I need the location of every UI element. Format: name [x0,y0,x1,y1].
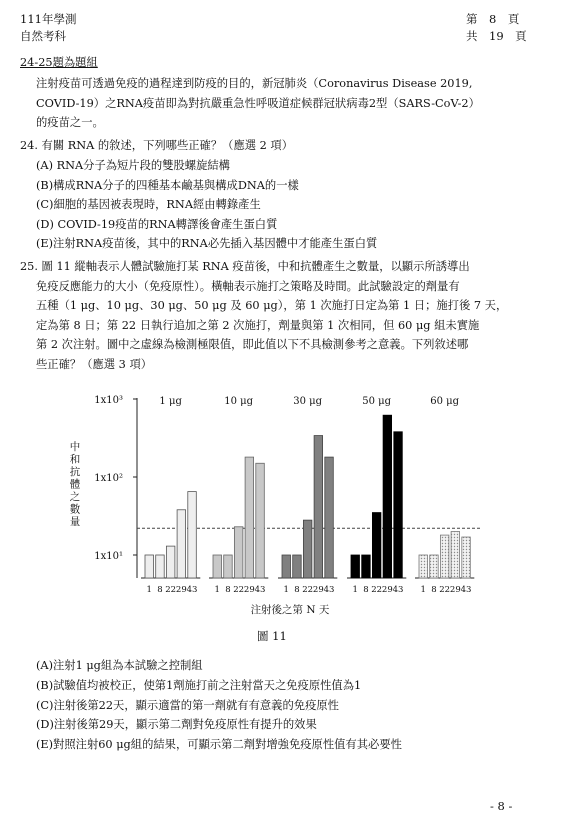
q25-stem-line-1: 25. 圖 11 縱軸表示人體試驗施打某 RNA 疫苗後，中和抗體產生之數量，以顯示所誘導出 [20,260,470,273]
bar [293,555,302,578]
y-axis-label-char: 抗 [69,466,81,478]
bar [430,555,439,578]
q24-option-c: (C)細胞的基因被表現時，RNA經由轉錄產生 [36,198,261,211]
bar [362,555,371,578]
x-tick-label: 8 [157,585,163,595]
page-label: 第 8 頁 [466,12,520,26]
y-tick-label: 1x10³ [94,395,123,406]
group-label-3: 50 μg [362,396,392,407]
x-tick-label: 1 [352,585,358,595]
x-tick-label: 8 [363,585,369,595]
x-tick-label: 1 [420,585,426,595]
intro-line-2: COVID-19）之RNA疫苗即為對抗嚴重急性呼吸道症候群冠狀病毒2型（SARS-CoV-2） [36,97,480,110]
subject: 自然考科 [20,29,66,43]
bar [394,432,403,578]
q25-option-d: (D)注射後第29天，顯示第二劑對免疫原性有提升的效果 [36,718,317,731]
x-tick-label: 22 [371,585,383,595]
q25-stem-line-4: 定為第 8 日；第 22 日執行追加之第 2 次施打，劑量與第 1 次相同，但 60 μg 組未實施 [36,319,480,332]
bar [213,555,222,578]
y-axis-label-char: 量 [69,516,81,528]
y-axis-label-char: 數 [69,503,81,516]
bar [145,555,154,578]
bar [177,510,186,578]
q25-option-c: (C)注射後第22天，顯示適當的第一劑就有有意義的免疫原性 [36,699,339,712]
page-number: - 8 - [490,799,513,813]
x-tick-label: 43 [186,585,198,595]
bar [156,555,165,578]
total-pages-label: 共 19 頁 [466,29,527,43]
bar [245,457,254,578]
bar [383,415,392,578]
intro-line-1: 注射疫苗可透過免疫的過程達到防疫的目的，新冠肺炎（Coronavirus Disease 2019, [36,77,473,90]
q25-option-e: (E)對照注射60 μg組的結果，可顯示第二劑對增強免疫原性值有其必要性 [36,738,402,751]
x-tick-label: 43 [392,585,404,595]
x-tick-label: 29 [449,585,461,595]
x-tick-label: 1 [214,585,220,595]
bar [419,555,428,578]
bar [282,555,291,578]
x-tick-label: 22 [439,585,451,595]
group-label-4: 60 μg [430,396,460,407]
x-tick-label: 29 [175,585,187,595]
bar [351,555,360,578]
bar [234,527,243,578]
q24-option-a: (A) RNA分子為短片段的雙股螺旋結構 [36,159,230,172]
x-tick-label: 8 [294,585,300,595]
x-tick-label: 22 [233,585,245,595]
y-tick-label: 1x10¹ [94,551,123,562]
x-tick-label: 29 [381,585,393,595]
bar [440,535,449,578]
figure-caption: 圖 11 [257,629,287,643]
y-axis-label-char: 之 [69,491,81,503]
x-tick-label: 29 [312,585,324,595]
figure-11-chart [0,380,562,640]
bar [325,457,334,578]
exam-year: 111年學測 [20,12,77,26]
x-tick-label: 1 [146,585,152,595]
x-tick-label: 43 [254,585,266,595]
x-tick-label: 8 [431,585,437,595]
q24-option-d: (D) COVID-19疫苗的RNA轉譯後會產生蛋白質 [36,218,278,231]
bar [372,513,381,578]
x-tick-label: 29 [243,585,255,595]
x-tick-label: 43 [460,585,472,595]
x-axis-label: 注射後之第 N 天 [250,604,330,616]
intro-line-3: 的疫苗之一。 [36,116,104,129]
x-tick-label: 8 [225,585,231,595]
q24-option-b: (B)構成RNA分子的四種基本鹼基與構成DNA的一樣 [36,179,299,192]
y-tick-label: 1x10² [94,473,123,484]
q25-stem-line-6: 些正確？（應選 3 項） [36,358,153,371]
group-label-2: 30 μg [293,396,323,407]
q25-option-a: (A)注射1 μg組為本試驗之控制組 [36,659,203,672]
x-tick-label: 43 [323,585,335,595]
bar [224,555,233,578]
bar [166,546,175,578]
bar [451,532,460,578]
y-axis-label-char: 和 [69,453,81,466]
q24-stem: 24. 有關 RNA 的敘述，下列哪些正確？（應選 2 項） [20,139,294,152]
x-tick-label: 22 [302,585,314,595]
bar [303,520,312,578]
bar [256,463,264,578]
y-axis-label-char: 中 [69,441,81,453]
q25-option-b: (B)試驗值均被校正，使第1劑施打前之注射當天之免疫原性值為1 [36,679,362,692]
x-tick-label: 22 [165,585,177,595]
group-label-1: 10 μg [224,396,254,407]
group-title: 24-25題為題組 [20,56,98,69]
q25-stem-line-2: 免疫反應能力的大小（免疫原性）。橫軸表示施打之策略及時間。此試驗設定的劑量有 [36,280,460,293]
bar [314,436,323,578]
y-axis-label-char: 體 [69,478,81,491]
x-tick-label: 1 [283,585,289,595]
q25-stem-line-3: 五種（1 μg、10 μg、30 μg、50 μg 及 60 μg），第 1 次施打日定為第 1 日；施打後 7 天， [36,299,508,312]
group-label-0: 1 μg [159,396,182,407]
q24-option-e: (E)注射RNA疫苗後，其中的RNA必先插入基因體中才能產生蛋白質 [36,237,378,250]
bar [188,492,197,578]
bar [462,537,471,578]
q25-stem-line-5: 第 2 次注射。圖中之虛線為檢測極限值，即此值以下不具檢測參考之意義。下列敘述哪 [36,338,469,351]
